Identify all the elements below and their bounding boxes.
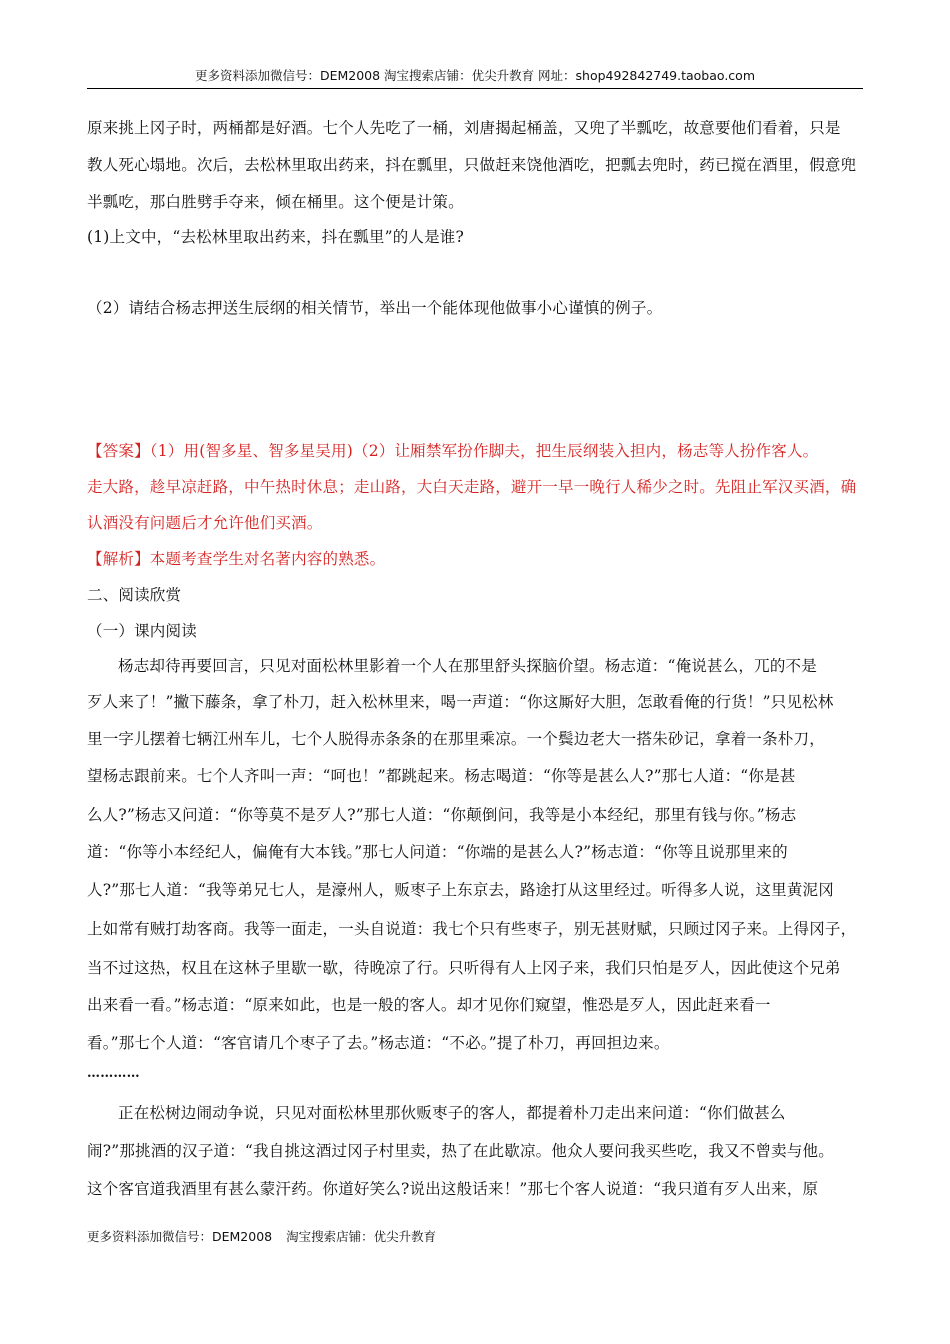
- header-divider: [87, 88, 863, 89]
- reading-line: 人?”那七人道：“我等弟兄七人，是濠州人，贩枣子上东京去，路途打从这里经过。听得多人说，这里黄泥冈: [87, 881, 834, 899]
- reading-line: 看。”那七个人道：“客官请几个枣子了去。”杨志道：“不必。”提了朴刀，再回担边来。: [87, 1034, 670, 1052]
- reading-line: 闹?”那挑酒的汉子道：“我自挑这酒过冈子村里卖，热了在此歇凉。他众人要问我买些吃，我又不曾卖与他。: [87, 1142, 834, 1160]
- reading-line: 望杨志跟前来。七个人齐叫一声：“呵也！”都跳起来。杨志喝道：“你等是甚么人?”那七人道：“你是甚: [87, 767, 796, 785]
- page-header: 更多资料添加微信号：DEM2008 淘宝搜索店铺：优尖升教育 网址：shop492842749.taobao.com: [194, 68, 756, 83]
- page-footer: [87, 1227, 436, 1245]
- answer-line: 认酒没有问题后才允许他们买酒。: [87, 514, 323, 532]
- passage-line: 教人死心塌地。次后，去松林里取出药来，抖在瓢里，只做赶来饶他酒吃，把瓢去兜时，药已搅在酒里，假意兜: [87, 156, 857, 174]
- analysis-line: 【解析】本题考查学生对名著内容的熟悉。: [87, 550, 386, 568]
- question-2: （2）请结合杨志押送生辰纲的相关情节，举出一个能体现他做事小心谨慎的例子。: [87, 299, 663, 317]
- passage-line: 半瓢吃，那白胜劈手夺来，倾在桶里。这个便是计策。: [87, 193, 464, 211]
- subsection-heading: （一）课内阅读: [87, 622, 197, 640]
- reading-line: 出来看一看。”杨志道：“原来如此，也是一般的客人。却才见你们窥望，惟恐是歹人，因此赶来看一: [87, 996, 771, 1014]
- question-1: (1)上文中，“去松林里取出药来，抖在瓢里”的人是谁?: [87, 228, 465, 246]
- reading-line: 里一字儿摆着七辆江州车儿，七个人脱得赤条条的在那里乘凉。一个鬓边老大一搭朱砂记，拿着一条朴刀，: [87, 730, 825, 748]
- reading-line: 么人?”杨志又问道：“你等莫不是歹人?”那七人道：“你颠倒问，我等是小本经纪，那里有钱与你。”杨志: [87, 806, 797, 824]
- reading-line: 歹人来了！”撇下藤条，拿了朴刀，赶入松林里来，喝一声道：“你这厮好大胆，怎敢看俺的行货！”只见松林: [87, 693, 834, 711]
- passage-line: 原来挑上冈子时，两桶都是好酒。七个人先吃了一桶，刘唐揭起桶盖，又兜了半瓢吃，故意要他们看着，只是: [87, 119, 841, 137]
- answer-line: 走大路，趁早凉赶路，中午热时休息；走山路，大白天走路，避开一早一晚行人稀少之时。先阻止军汉买酒，确: [87, 478, 857, 496]
- answer-line: 【答案】（1）用(智多星、智多星吴用)（2）让厢禁军扮作脚夫，把生辰纲装入担内，杨志等人扮作客人。: [87, 442, 819, 460]
- reading-line: 这个客官道我酒里有甚么蒙汗药。你道好笑么?说出这般话来！”那七个客人说道：“我只道有歹人出来，原: [87, 1180, 819, 1198]
- reading-line: 道：“你等小本经纪人，偏俺有大本钱。”那七人问道：“你端的是甚么人?”杨志道：“你等且说那里来的: [87, 843, 788, 861]
- footer-wechat: 更多资料添加微信号：DEM2008: [87, 1229, 273, 1244]
- reading-line: 上如常有贼打劫客商。我等一面走，一头自说道：我七个只有些枣子，别无甚财赋，只顾过冈子来。上得冈子，: [87, 920, 857, 938]
- reading-line: 杨志却待再要回言，只见对面松林里影着一个人在那里舒头探脑价望。杨志道：“俺说甚么，兀的不是: [118, 657, 817, 675]
- ellipsis: …………: [87, 1066, 140, 1081]
- footer-shop: 淘宝搜索店铺：优尖升教育: [286, 1229, 437, 1244]
- reading-line: 当不过这热，权且在这林子里歇一歇，待晚凉了行。只听得有人上冈子来，我们只怕是歹人，因此使这个兄弟: [87, 959, 841, 977]
- reading-line: 正在松树边闹动争说，只见对面松林里那伙贩枣子的客人，都提着朴刀走出来问道：“你们做甚么: [118, 1104, 786, 1122]
- section-heading: 二、阅读欣赏: [87, 586, 182, 604]
